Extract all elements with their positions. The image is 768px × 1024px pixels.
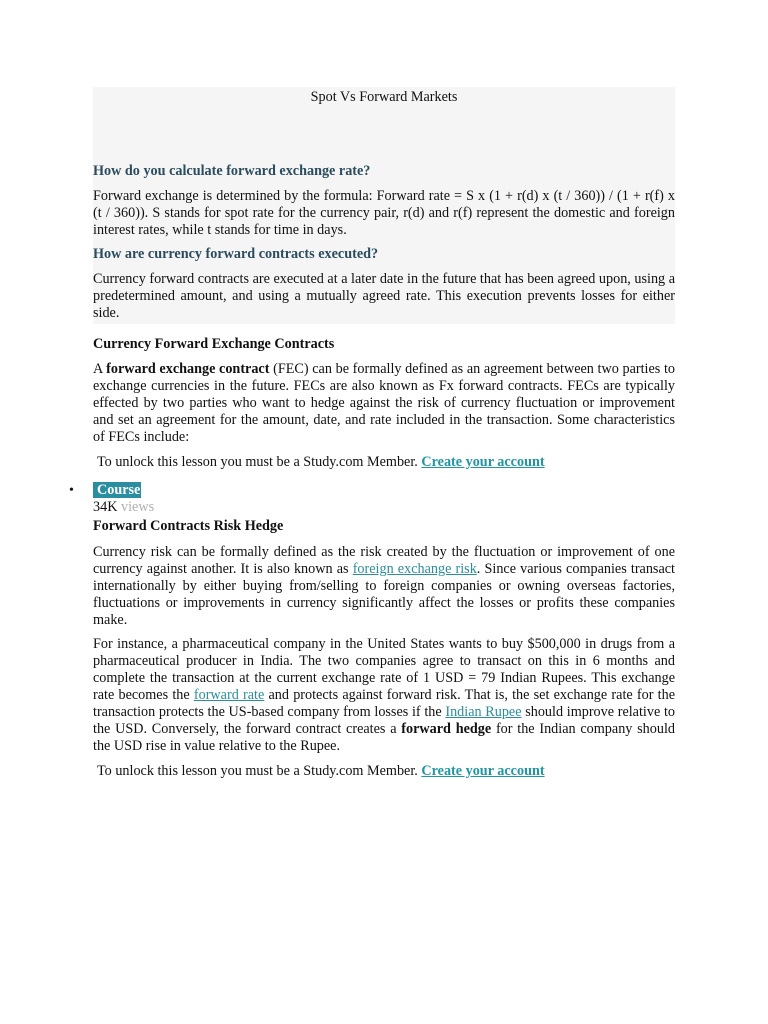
course-item bbox=[69, 482, 675, 499]
forward-rate-link[interactable]: forward rate bbox=[193, 687, 265, 703]
unlock-notice-2 bbox=[97, 763, 675, 780]
faq-answer-forward-rate: Forward exchange is determined by the formula: Forward rate = S x (1 + r(d) x (t / 360)) / (1 + r(f) x (t / 360)). S stands for spot rate for the currency pair, r(d) and r(f) represent the domestic and foreign interest rates, while t stands for time in days. bbox=[93, 188, 675, 238]
bold-term: forward exchange contract bbox=[106, 361, 270, 377]
section-heading-fec: Currency Forward Exchange Contracts bbox=[93, 336, 335, 352]
text-span: should improve relative to the USD. Conversely, the forward contract creates a bbox=[93, 704, 675, 737]
text-span: Currency risk can be formally defined as the risk created by the fluctuation or improvement of one currency against another. It is also known as bbox=[93, 544, 675, 577]
bullet-icon: • bbox=[69, 483, 74, 498]
faq-answer-execution: Currency forward contracts are executed at a later date in the future that has been agreed upon, using a predetermined amount, and using a mutually agreed rate. This execution prevents losses for either side. bbox=[93, 271, 675, 321]
text-span: A bbox=[93, 361, 107, 377]
faq-panel bbox=[93, 87, 675, 324]
unlock-notice bbox=[97, 454, 675, 471]
text-span: (FEC) can be formally defined as an agreement between two parties to exchange currencies in the future. FECs are also known as Fx forward contracts. FECs are typically effected by two parties who want to hedge against the risk of currency fluctuation or improvement and set an agreement for the amount, date, and rate included in the transaction. Some characteristics of FECs include: bbox=[93, 361, 675, 445]
faq-question-forward-rate: How do you calculate forward exchange rate? bbox=[93, 163, 371, 179]
text-span: . Since various companies transact internationally by either buying from/selling to foreign companies or owning overseas factories, fluctuations or improvements in currency significantly affect the losses or profits these companies make. bbox=[93, 561, 675, 628]
text-span: and protects against forward risk. That is, the set exchange rate for the transaction protects the US-based company from losses if the bbox=[93, 687, 675, 720]
bold-term: forward hedge bbox=[401, 721, 492, 737]
text-span: for the Indian company should the USD rise in value relative to the Rupee. bbox=[93, 721, 675, 754]
unlock-text: To unlock this lesson you must be a Study.com Member. bbox=[97, 454, 422, 470]
views-label: views bbox=[117, 499, 155, 515]
paragraph-example bbox=[93, 636, 675, 755]
page-title: Spot Vs Forward Markets bbox=[310, 89, 458, 105]
views-count bbox=[93, 499, 675, 516]
text-span: For instance, a pharmaceutical company in the United States wants to buy $500,000 in drugs from a pharmaceutical producer in India. The two companies agree to transact on this in 6 months and complete the transaction at the current exchange rate of 1 USD = 79 Indian Rupees. This exchange rate becomes the bbox=[93, 636, 675, 703]
unlock-text: To unlock this lesson you must be a Study.com Member. bbox=[97, 763, 422, 779]
create-account-link-2[interactable]: Create your account bbox=[421, 763, 545, 779]
indian-rupee-link[interactable]: Indian Rupee bbox=[445, 704, 522, 720]
paragraph-fec bbox=[93, 361, 675, 446]
foreign-exchange-risk-link[interactable]: foreign exchange risk bbox=[352, 561, 477, 577]
document-page bbox=[69, 87, 675, 780]
course-badge[interactable]: Course bbox=[93, 482, 141, 498]
section-heading-risk-hedge: Forward Contracts Risk Hedge bbox=[93, 518, 284, 534]
create-account-link[interactable]: Create your account bbox=[421, 454, 545, 470]
faq-question-execution: How are currency forward contracts executed? bbox=[93, 246, 379, 262]
views-number: 34K bbox=[93, 499, 118, 515]
paragraph-currency-risk bbox=[93, 544, 675, 629]
